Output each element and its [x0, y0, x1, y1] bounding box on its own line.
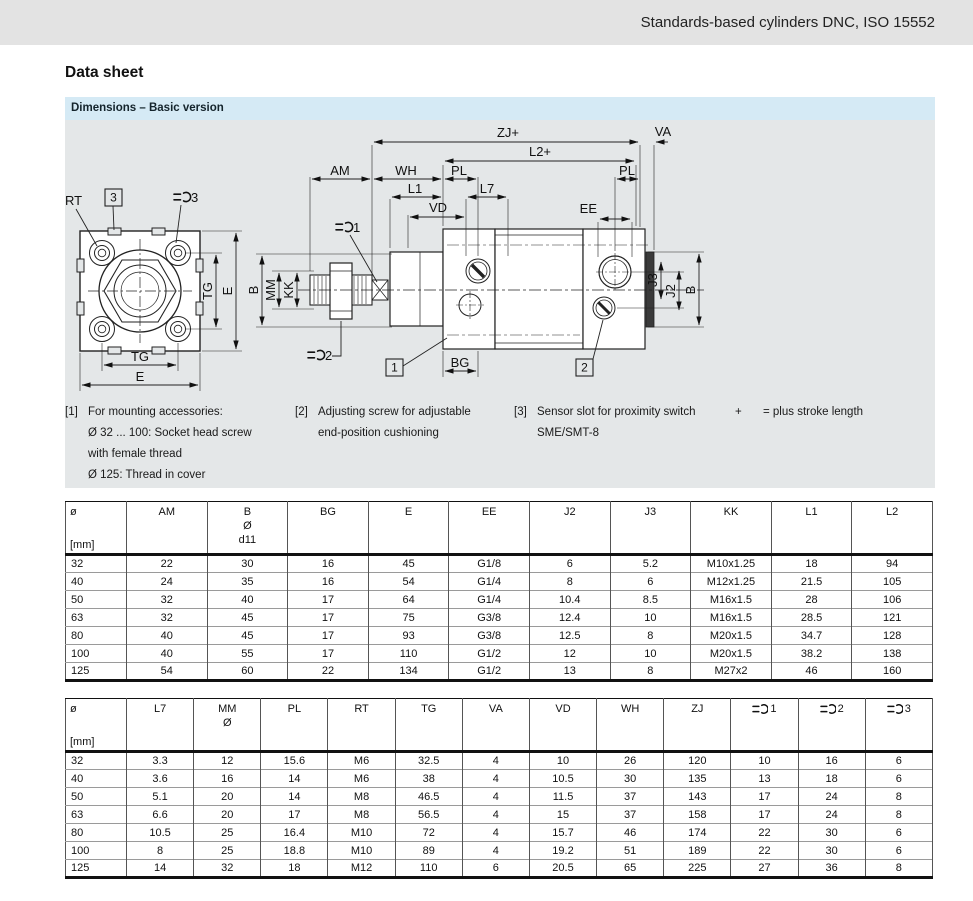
- table-cell: 35: [207, 573, 288, 591]
- table-cell: M6: [328, 770, 395, 788]
- table-row: [66, 627, 933, 645]
- column-header: PL: [261, 699, 328, 752]
- column-header: 1: [731, 699, 798, 752]
- tg-bottom-label: TG: [130, 349, 150, 364]
- top-header-bar: [0, 0, 973, 45]
- table-cell: 63: [66, 609, 127, 627]
- table-cell: 6: [529, 555, 610, 573]
- table-cell: 143: [664, 788, 731, 806]
- table-cell: 138: [852, 645, 933, 663]
- table-cell: 11.5: [529, 788, 596, 806]
- j2-label: J2: [663, 284, 678, 298]
- wrench3-label: 3: [191, 190, 199, 205]
- footnotes: [65, 402, 935, 488]
- table-cell: 4: [462, 752, 529, 770]
- table-cell: M8: [328, 788, 395, 806]
- table-cell: 45: [207, 609, 288, 627]
- table-cell: 32.5: [395, 752, 462, 770]
- header-row: [66, 699, 933, 752]
- table-cell: 10.5: [529, 770, 596, 788]
- table-cell: G1/8: [449, 555, 530, 573]
- table-cell: 8: [865, 806, 932, 824]
- table-cell: 24: [798, 788, 865, 806]
- table-cell: G1/4: [449, 591, 530, 609]
- table-cell: 4: [462, 842, 529, 860]
- mm-label: MM: [263, 279, 278, 301]
- table-cell: 51: [597, 842, 664, 860]
- table-cell: 16.4: [261, 824, 328, 842]
- table-cell: 93: [368, 627, 449, 645]
- document-header-title: Standards-based cylinders DNC, ISO 15552: [640, 14, 935, 31]
- table-cell: 72: [395, 824, 462, 842]
- table-cell: 100: [66, 842, 127, 860]
- zj-label: ZJ+: [496, 125, 520, 140]
- footnote: [514, 402, 696, 444]
- table-cell: 45: [368, 555, 449, 573]
- table-cell: M12: [328, 860, 395, 878]
- footnote-ref: [3]: [514, 406, 527, 418]
- column-header: EE: [449, 502, 530, 555]
- column-header: L7: [127, 699, 194, 752]
- table-cell: 54: [368, 573, 449, 591]
- bg-label: BG: [450, 355, 470, 370]
- table-cell: 12: [529, 645, 610, 663]
- va-label: VA: [654, 124, 672, 139]
- table-cell: 17: [288, 609, 369, 627]
- cylinder-drawing-svg: [65, 120, 935, 401]
- j3-label: J3: [645, 273, 660, 287]
- l1-label: L1: [407, 181, 423, 196]
- table-cell: 17: [261, 806, 328, 824]
- table-cell: 28: [771, 591, 852, 609]
- table-cell: 10: [529, 752, 596, 770]
- table-cell: 30: [597, 770, 664, 788]
- table-cell: 65: [597, 860, 664, 878]
- table-cell: 32: [194, 860, 261, 878]
- wrench-icon: [887, 703, 903, 715]
- table-cell: 50: [66, 788, 127, 806]
- table-cell: 27: [731, 860, 798, 878]
- table-cell: 22: [288, 663, 369, 681]
- table-cell: 15: [529, 806, 596, 824]
- table-cell: 24: [127, 573, 208, 591]
- table-cell: 134: [368, 663, 449, 681]
- front-view: [77, 228, 203, 354]
- side-view: [298, 229, 704, 349]
- dimensions-panel: [65, 97, 935, 488]
- table-cell: 110: [368, 645, 449, 663]
- column-header: AM: [127, 502, 208, 555]
- column-header: J3: [610, 502, 691, 555]
- pl-right-label: PL: [619, 163, 635, 178]
- table-cell: M16x1.5: [691, 591, 772, 609]
- table-cell: 120: [664, 752, 731, 770]
- table-cell: G3/8: [449, 609, 530, 627]
- table-cell: 4: [462, 770, 529, 788]
- column-header: E: [368, 502, 449, 555]
- column-header: ZJ: [664, 699, 731, 752]
- table-cell: 4: [462, 788, 529, 806]
- table-row: [66, 555, 933, 573]
- table-cell: 28.5: [771, 609, 852, 627]
- table-cell: 4: [462, 806, 529, 824]
- table-cell: 10: [610, 609, 691, 627]
- table-cell: 37: [597, 788, 664, 806]
- table-cell: 106: [852, 591, 933, 609]
- table-cell: M27x2: [691, 663, 772, 681]
- table-cell: 6: [865, 770, 932, 788]
- table-cell: 19.2: [529, 842, 596, 860]
- table-cell: 46: [771, 663, 852, 681]
- column-header: L1: [771, 502, 852, 555]
- table-cell: 55: [207, 645, 288, 663]
- e-right-label: E: [220, 286, 235, 296]
- column-header: B Ø d11: [207, 502, 288, 555]
- table-cell: 16: [288, 555, 369, 573]
- table-cell: 40: [207, 591, 288, 609]
- table-cell: M16x1.5: [691, 609, 772, 627]
- table-cell: 38.2: [771, 645, 852, 663]
- table-cell: 5.2: [610, 555, 691, 573]
- column-header: 3: [865, 699, 932, 752]
- ref3-label: 3: [110, 190, 117, 205]
- vd-label: VD: [428, 200, 448, 215]
- table-cell: 121: [852, 609, 933, 627]
- column-header: J2: [529, 502, 610, 555]
- table-cell: 54: [127, 663, 208, 681]
- table-row: [66, 573, 933, 591]
- table-cell: 4: [462, 824, 529, 842]
- dimensions-table-2: [65, 698, 933, 879]
- footnote: [295, 402, 471, 444]
- table-cell: 174: [664, 824, 731, 842]
- table-cell: 36: [798, 860, 865, 878]
- wrench-icon: [820, 703, 836, 715]
- column-header: ø [mm]: [66, 699, 127, 752]
- table-row: [66, 806, 933, 824]
- table-cell: 22: [127, 555, 208, 573]
- table-row: [66, 645, 933, 663]
- column-header: VD: [529, 699, 596, 752]
- table-row: [66, 770, 933, 788]
- table-cell: 12.5: [529, 627, 610, 645]
- table-cell: 3.3: [127, 752, 194, 770]
- table-cell: 18: [771, 555, 852, 573]
- table-cell: 20: [194, 806, 261, 824]
- table-cell: 94: [852, 555, 933, 573]
- footnote-text: = plus stroke length: [763, 406, 864, 418]
- pl-left-label: PL: [451, 163, 467, 178]
- ref1-label: 1: [391, 360, 398, 375]
- table-cell: 46.5: [395, 788, 462, 806]
- table-cell: 12: [194, 752, 261, 770]
- table-cell: 189: [664, 842, 731, 860]
- column-header: 2: [798, 699, 865, 752]
- table-cell: 15.7: [529, 824, 596, 842]
- table-cell: 18: [798, 770, 865, 788]
- column-header: BG: [288, 502, 369, 555]
- table-cell: 20.5: [529, 860, 596, 878]
- table-cell: 17: [731, 788, 798, 806]
- table-cell: 3.6: [127, 770, 194, 788]
- table-cell: 10: [610, 645, 691, 663]
- table-cell: 8: [529, 573, 610, 591]
- table-cell: 125: [66, 860, 127, 878]
- table-row: [66, 860, 933, 878]
- table-cell: 80: [66, 627, 127, 645]
- column-header: MM Ø: [194, 699, 261, 752]
- b-right-label: B: [683, 285, 698, 295]
- table-cell: 6: [865, 824, 932, 842]
- footnote-ref: [2]: [295, 406, 308, 418]
- table-cell: 21.5: [771, 573, 852, 591]
- table-cell: 8: [610, 627, 691, 645]
- table-cell: G3/8: [449, 627, 530, 645]
- table-cell: 5.1: [127, 788, 194, 806]
- column-header: L2: [852, 502, 933, 555]
- table-cell: 128: [852, 627, 933, 645]
- table-cell: 30: [207, 555, 288, 573]
- wrench-icon: [308, 348, 332, 363]
- table-cell: 100: [66, 645, 127, 663]
- table-cell: 10: [731, 752, 798, 770]
- table-cell: 12.4: [529, 609, 610, 627]
- column-header: WH: [597, 699, 664, 752]
- table-cell: 25: [194, 842, 261, 860]
- table-cell: G1/2: [449, 663, 530, 681]
- table-row: [66, 609, 933, 627]
- table-cell: 17: [731, 806, 798, 824]
- table-cell: 34.7: [771, 627, 852, 645]
- footnote-ref: [1]: [65, 406, 78, 418]
- table-cell: 14: [127, 860, 194, 878]
- table-cell: 13: [731, 770, 798, 788]
- table-cell: G1/2: [449, 645, 530, 663]
- table-cell: 16: [194, 770, 261, 788]
- table-cell: M12x1.25: [691, 573, 772, 591]
- table-cell: 6.6: [127, 806, 194, 824]
- table-cell: 22: [731, 842, 798, 860]
- technical-drawing: [65, 120, 935, 401]
- table-cell: 6: [865, 842, 932, 860]
- table-cell: 32: [127, 591, 208, 609]
- table-cell: 8: [865, 788, 932, 806]
- table-row: [66, 591, 933, 609]
- wh-label: WH: [395, 163, 417, 178]
- table-cell: M6: [328, 752, 395, 770]
- table-cell: 225: [664, 860, 731, 878]
- table-cell: 105: [852, 573, 933, 591]
- table-row: [66, 752, 933, 770]
- wrench2-label: 2: [325, 348, 333, 363]
- table-cell: 16: [798, 752, 865, 770]
- table-cell: 24: [798, 806, 865, 824]
- tg-right-label: TG: [200, 281, 215, 301]
- ref2-label: 2: [581, 360, 588, 375]
- wrench-icon: [336, 220, 360, 235]
- table-cell: 17: [288, 645, 369, 663]
- section-header: Dimensions – Basic version: [65, 97, 935, 120]
- table-cell: 18.8: [261, 842, 328, 860]
- footnote: [65, 402, 252, 486]
- column-header: KK: [691, 502, 772, 555]
- table-cell: 10.5: [127, 824, 194, 842]
- footnote-ref: +: [735, 406, 742, 418]
- table-cell: G1/4: [449, 573, 530, 591]
- rt-label: RT: [65, 193, 83, 208]
- table-cell: 32: [66, 752, 127, 770]
- table-cell: 158: [664, 806, 731, 824]
- table-cell: 32: [66, 555, 127, 573]
- dimensions-table-1: [65, 501, 933, 682]
- table-row: [66, 842, 933, 860]
- table-cell: 14: [261, 770, 328, 788]
- column-header: VA: [462, 699, 529, 752]
- table-cell: 40: [66, 770, 127, 788]
- table-cell: 16: [288, 573, 369, 591]
- page-title: Data sheet: [65, 64, 144, 81]
- table-cell: 15.6: [261, 752, 328, 770]
- table-cell: 160: [852, 663, 933, 681]
- table-cell: 18: [261, 860, 328, 878]
- table-cell: 125: [66, 663, 127, 681]
- table-row: [66, 663, 933, 681]
- footnote-text: Sensor slot for proximity switch SME/SMT-8: [537, 406, 696, 439]
- table-cell: 37: [597, 806, 664, 824]
- column-header: ø [mm]: [66, 502, 127, 555]
- table-cell: 6: [462, 860, 529, 878]
- column-header: RT: [328, 699, 395, 752]
- table-cell: 13: [529, 663, 610, 681]
- footnote-text: Adjusting screw for adjustable end-position cushioning: [318, 406, 471, 439]
- table-cell: 10.4: [529, 591, 610, 609]
- table-cell: 40: [127, 627, 208, 645]
- ee-label: EE: [579, 201, 597, 216]
- table-cell: 63: [66, 806, 127, 824]
- table-cell: M8: [328, 806, 395, 824]
- l7-label: L7: [479, 181, 495, 196]
- am-label: AM: [330, 163, 350, 178]
- table-cell: 32: [127, 609, 208, 627]
- column-header: TG: [395, 699, 462, 752]
- e-bottom-label: E: [135, 369, 145, 384]
- table-cell: 56.5: [395, 806, 462, 824]
- table-cell: 8: [127, 842, 194, 860]
- table-cell: 46: [597, 824, 664, 842]
- table-cell: 6: [610, 573, 691, 591]
- table-row: [66, 824, 933, 842]
- table-cell: 8: [865, 860, 932, 878]
- table-cell: M20x1.5: [691, 627, 772, 645]
- table-cell: 40: [127, 645, 208, 663]
- table-cell: 30: [798, 842, 865, 860]
- table-cell: 17: [288, 591, 369, 609]
- table-cell: 25: [194, 824, 261, 842]
- wrench-icon: [174, 190, 198, 205]
- table-cell: 135: [664, 770, 731, 788]
- table-row: [66, 788, 933, 806]
- table-cell: 20: [194, 788, 261, 806]
- table-cell: 8.5: [610, 591, 691, 609]
- table-cell: M10x1.25: [691, 555, 772, 573]
- footnote: [735, 402, 863, 423]
- table-cell: M10: [328, 824, 395, 842]
- table-cell: 40: [66, 573, 127, 591]
- table-cell: 17: [288, 627, 369, 645]
- table-cell: 26: [597, 752, 664, 770]
- table-cell: 50: [66, 591, 127, 609]
- table-cell: 38: [395, 770, 462, 788]
- wrench1-label: 1: [353, 220, 361, 235]
- table-cell: 22: [731, 824, 798, 842]
- table-cell: 6: [865, 752, 932, 770]
- table-cell: 80: [66, 824, 127, 842]
- table-cell: 110: [395, 860, 462, 878]
- wrench-icon: [752, 703, 768, 715]
- header-row: [66, 502, 933, 555]
- l2-label: L2+: [528, 144, 552, 159]
- table-cell: M10: [328, 842, 395, 860]
- table-cell: 75: [368, 609, 449, 627]
- footnote-text: For mounting accessories: Ø 32 ... 100: Socket head screw with female thread Ø 125: Thread in cover: [88, 406, 252, 481]
- table-cell: 14: [261, 788, 328, 806]
- table-cell: 60: [207, 663, 288, 681]
- table-cell: 8: [610, 663, 691, 681]
- kk-label: KK: [281, 281, 296, 299]
- table-cell: 45: [207, 627, 288, 645]
- table-cell: 64: [368, 591, 449, 609]
- table-cell: 89: [395, 842, 462, 860]
- table-cell: M20x1.5: [691, 645, 772, 663]
- table-cell: 30: [798, 824, 865, 842]
- b-left-label: B: [246, 285, 261, 295]
